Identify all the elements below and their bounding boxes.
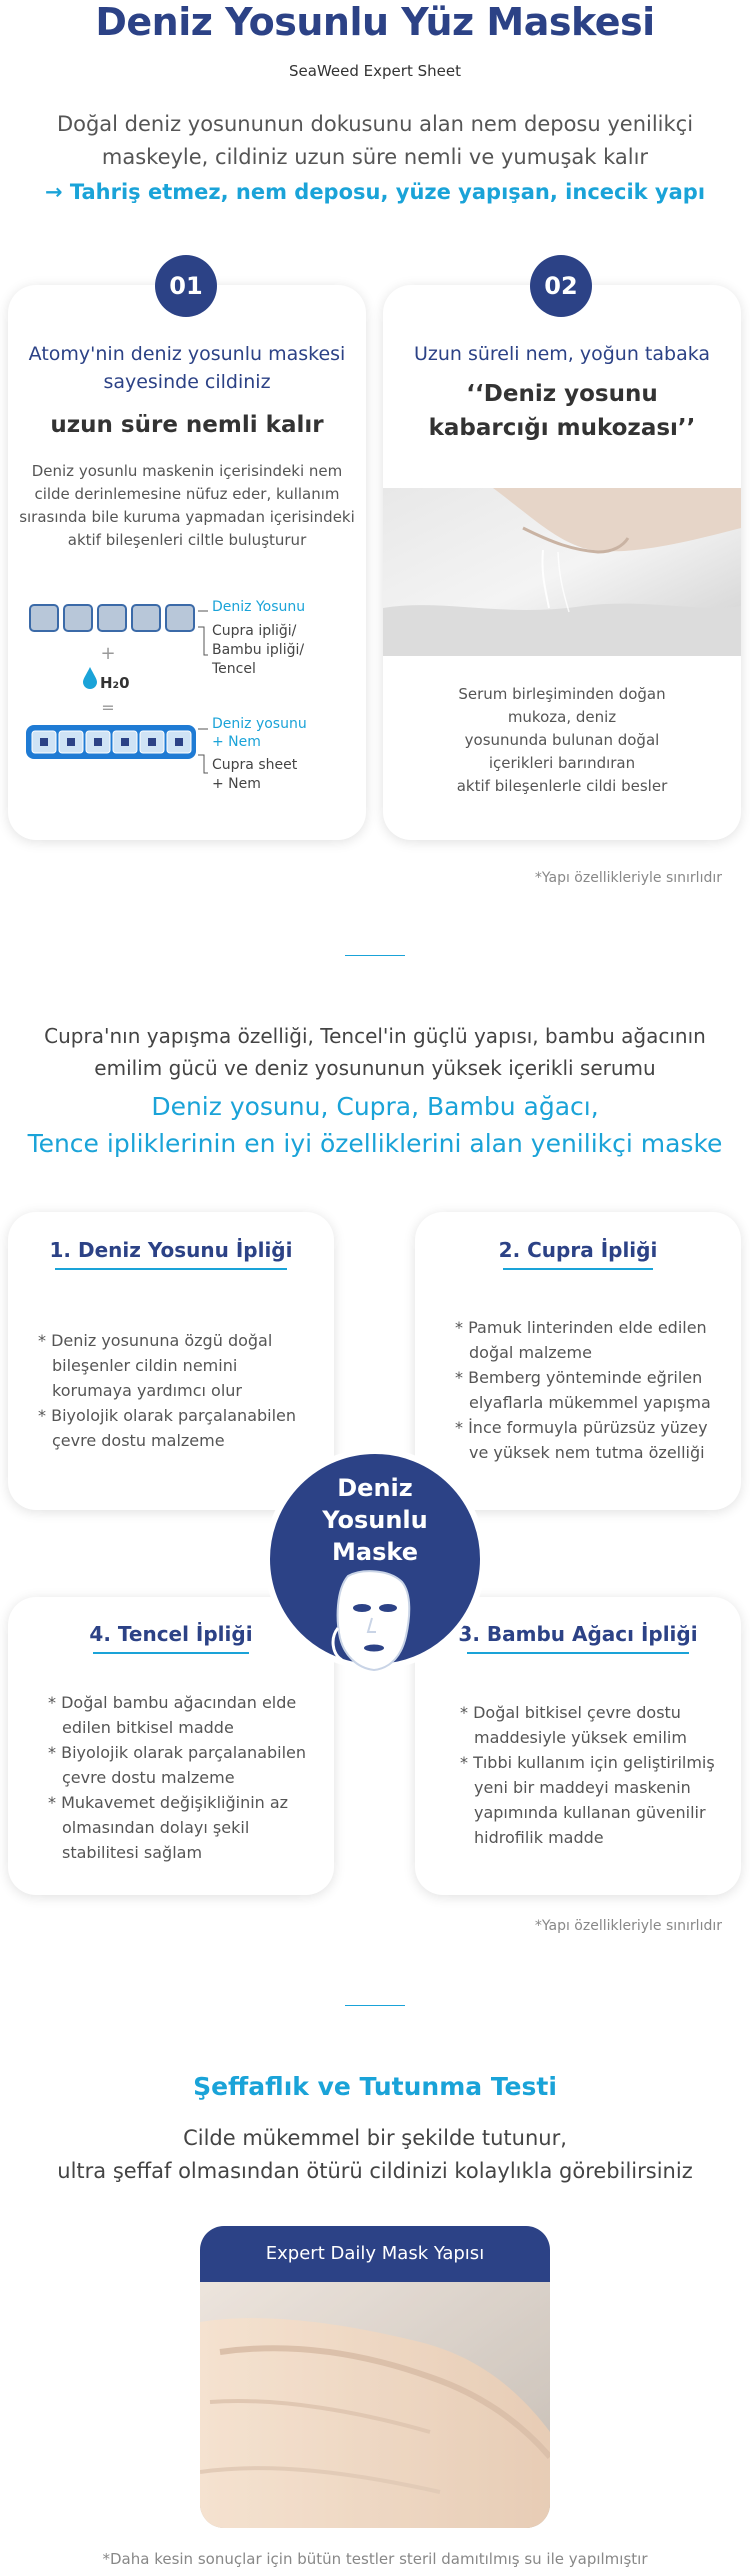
fiber-feature: * Pamuk linterinden elde edilen doğal malzeme bbox=[455, 1318, 707, 1362]
intro-line: Cupra'nın yapışma özelliği, Tencel'in güçlü yapısı, bambu ağacının bbox=[44, 1024, 706, 1048]
section3-title: Şeffaflık ve Tutunma Testi bbox=[193, 2072, 557, 2101]
fiber-feature: * Doğal bambu ağacından elde edilen bitkisel madde bbox=[48, 1693, 297, 1737]
fiber-features bbox=[38, 1328, 318, 1453]
fiber-feature: * Mukavemet değişikliğinin az olmasından dolayı şekil stabilitesi sağlam bbox=[48, 1793, 289, 1862]
diagram-label-seaweed-moist bbox=[212, 715, 307, 751]
feature-number-badge: 02 bbox=[530, 255, 592, 317]
center-mask-label bbox=[270, 1472, 480, 1568]
fiber-feature: * Biyolojik olarak parçalanabilen çevre dostu malzeme bbox=[38, 1406, 297, 1450]
fiber-title-underline bbox=[55, 1268, 287, 1270]
diagram-label-seaweed: Deniz Yosunu bbox=[212, 599, 306, 615]
intro-text bbox=[0, 108, 750, 174]
intro-line: emilim gücü ve deniz yosununun yüksek içerikli serumu bbox=[94, 1056, 656, 1080]
text-line: ultra şeffaf olmasından ötürü cildinizi kolaylıkla görebilirsiniz bbox=[57, 2159, 693, 2183]
feature-card-heading bbox=[8, 340, 366, 396]
body-line: içerikleri barındıran bbox=[488, 754, 636, 772]
page-title: Deniz Yosunlu Yüz Maskesi bbox=[95, 0, 655, 44]
section-divider bbox=[345, 955, 405, 956]
serum-texture-photo bbox=[383, 488, 741, 656]
center-line: Maske bbox=[332, 1538, 418, 1566]
fiber-title-underline bbox=[467, 1652, 689, 1654]
text-line: Cilde mükemmel bir şekilde tutunur, bbox=[183, 2126, 567, 2150]
intro-line: maskeyle, cildiniz uzun süre nemli ve yumuşak kalır bbox=[101, 145, 649, 169]
footnote: *Yapı özellikleriyle sınırlıdır bbox=[534, 1918, 722, 1934]
heading-line: sayesinde cildiniz bbox=[103, 371, 271, 393]
heading-line: Atomy'nin deniz yosunlu maskesi bbox=[28, 343, 346, 365]
fiber-features bbox=[48, 1690, 308, 1865]
tagline: → Tahriş etmez, nem deposu, yüze yapışan, incecik yapı bbox=[44, 180, 706, 204]
highlight-line: kabarcığı mukozası’’ bbox=[428, 415, 696, 441]
hand-with-mask-photo bbox=[200, 2282, 550, 2528]
diagram-label-fibers bbox=[212, 622, 304, 679]
body-line: cilde derinlemesine nüfuz eder, kullanım bbox=[34, 485, 340, 503]
fiber-feature: * Bemberg yönteminde eğrilen elyaflarla mükemmel yapışma bbox=[455, 1368, 711, 1412]
label-line: Bambu ipliği/ bbox=[212, 642, 305, 658]
transparency-photo-card bbox=[200, 2226, 550, 2528]
label-line: Cupra sheet bbox=[212, 757, 298, 773]
fiber-feature: * Deniz yosununa özgü doğal bileşenler cildin nemini korumaya yardımcı olur bbox=[38, 1331, 273, 1400]
label-line: Deniz yosunu bbox=[212, 716, 307, 732]
dry-fiber-row bbox=[30, 605, 194, 631]
section2-highlight bbox=[0, 1088, 750, 1162]
label-line: Cupra ipliği/ bbox=[212, 623, 297, 639]
label-line: + Nem bbox=[212, 734, 261, 750]
diagram-label-sheet bbox=[212, 756, 297, 794]
highlight-line: ‘‘Deniz yosunu bbox=[466, 381, 658, 407]
fiber-title-underline bbox=[93, 1652, 249, 1654]
section2-intro bbox=[0, 1020, 750, 1084]
water-drop-icon bbox=[83, 667, 97, 689]
feature-card-body bbox=[383, 683, 741, 798]
fiber-feature: * Doğal bitkisel çevre dostu maddesiyle yüksek emilim bbox=[460, 1703, 687, 1747]
intro-line: Doğal deniz yosununun dokusunu alan nem deposu yenilikçi bbox=[56, 112, 694, 136]
section-divider bbox=[345, 2005, 405, 2006]
fiber-feature: * Biyolojik olarak parçalanabilen çevre dostu malzeme bbox=[48, 1743, 307, 1787]
fiber-features bbox=[460, 1700, 715, 1850]
footnote: *Yapı özellikleriyle sınırlıdır bbox=[534, 870, 722, 886]
face-mask-icon bbox=[328, 1568, 418, 1673]
center-line: Deniz bbox=[337, 1474, 413, 1502]
fiber-title-underline bbox=[503, 1268, 653, 1270]
center-line: Yosunlu bbox=[322, 1506, 428, 1534]
label-line: Tencel bbox=[212, 661, 256, 677]
body-line: mukoza, deniz bbox=[507, 708, 617, 726]
body-line: sırasında bile kuruma yapmadan içerisindeki bbox=[19, 508, 355, 526]
body-line: Deniz yosunlu maskenin içerisindeki nem bbox=[31, 462, 343, 480]
fiber-title: 4. Tencel İpliği bbox=[89, 1622, 253, 1646]
highlight-line: Deniz yosunu, Cupra, Bambu ağacı, bbox=[151, 1092, 599, 1121]
fiber-features bbox=[455, 1315, 713, 1465]
fiber-title: 3. Bambu Ağacı İpliği bbox=[458, 1622, 698, 1646]
fiber-title: 2. Cupra İpliği bbox=[498, 1238, 658, 1262]
fiber-feature: * İnce formuyla pürüzsüz yüzey ve yüksek nem tutma özelliği bbox=[455, 1418, 708, 1462]
photo-card-header: Expert Daily Mask Yapısı bbox=[200, 2226, 550, 2282]
fiber-structure-diagram bbox=[20, 595, 360, 800]
feature-card-highlight bbox=[383, 377, 741, 445]
fiber-feature: * Tıbbi kullanım için geliştirilmiş yeni bir maddeyi maskenin yapımında kullanan güvenilir hidrofilik madde bbox=[460, 1753, 715, 1847]
body-line: aktif bileşenleri ciltle buluşturur bbox=[67, 531, 307, 549]
test-footnote: *Daha kesin sonuçlar için bütün testler steril damıtılmış su ile yapılmıştır bbox=[102, 2550, 648, 2568]
feature-card-highlight: uzun süre nemli kalır bbox=[50, 412, 324, 438]
body-line: yosununda bulunan doğal bbox=[464, 731, 660, 749]
svg-text:+: + bbox=[100, 643, 116, 664]
moist-fiber-row bbox=[26, 725, 196, 759]
feature-card-body bbox=[8, 460, 366, 552]
feature-number-badge: 01 bbox=[155, 255, 217, 317]
highlight-line: Tence ipliklerinin en iyi özelliklerini alan yenilikçi maske bbox=[27, 1129, 723, 1158]
body-line: aktif bileşenlerle cildi besler bbox=[456, 777, 668, 795]
section3-text bbox=[0, 2122, 750, 2188]
body-line: Serum birleşiminden doğan bbox=[458, 685, 666, 703]
label-line: + Nem bbox=[212, 776, 261, 792]
page-subtitle: SeaWeed Expert Sheet bbox=[289, 62, 461, 80]
svg-text:H₂0: H₂0 bbox=[100, 674, 130, 692]
fiber-title: 1. Deniz Yosunu İpliği bbox=[49, 1238, 293, 1262]
feature-card-heading: Uzun süreli nem, yoğun tabaka bbox=[413, 343, 711, 365]
svg-text:=: = bbox=[101, 698, 115, 717]
